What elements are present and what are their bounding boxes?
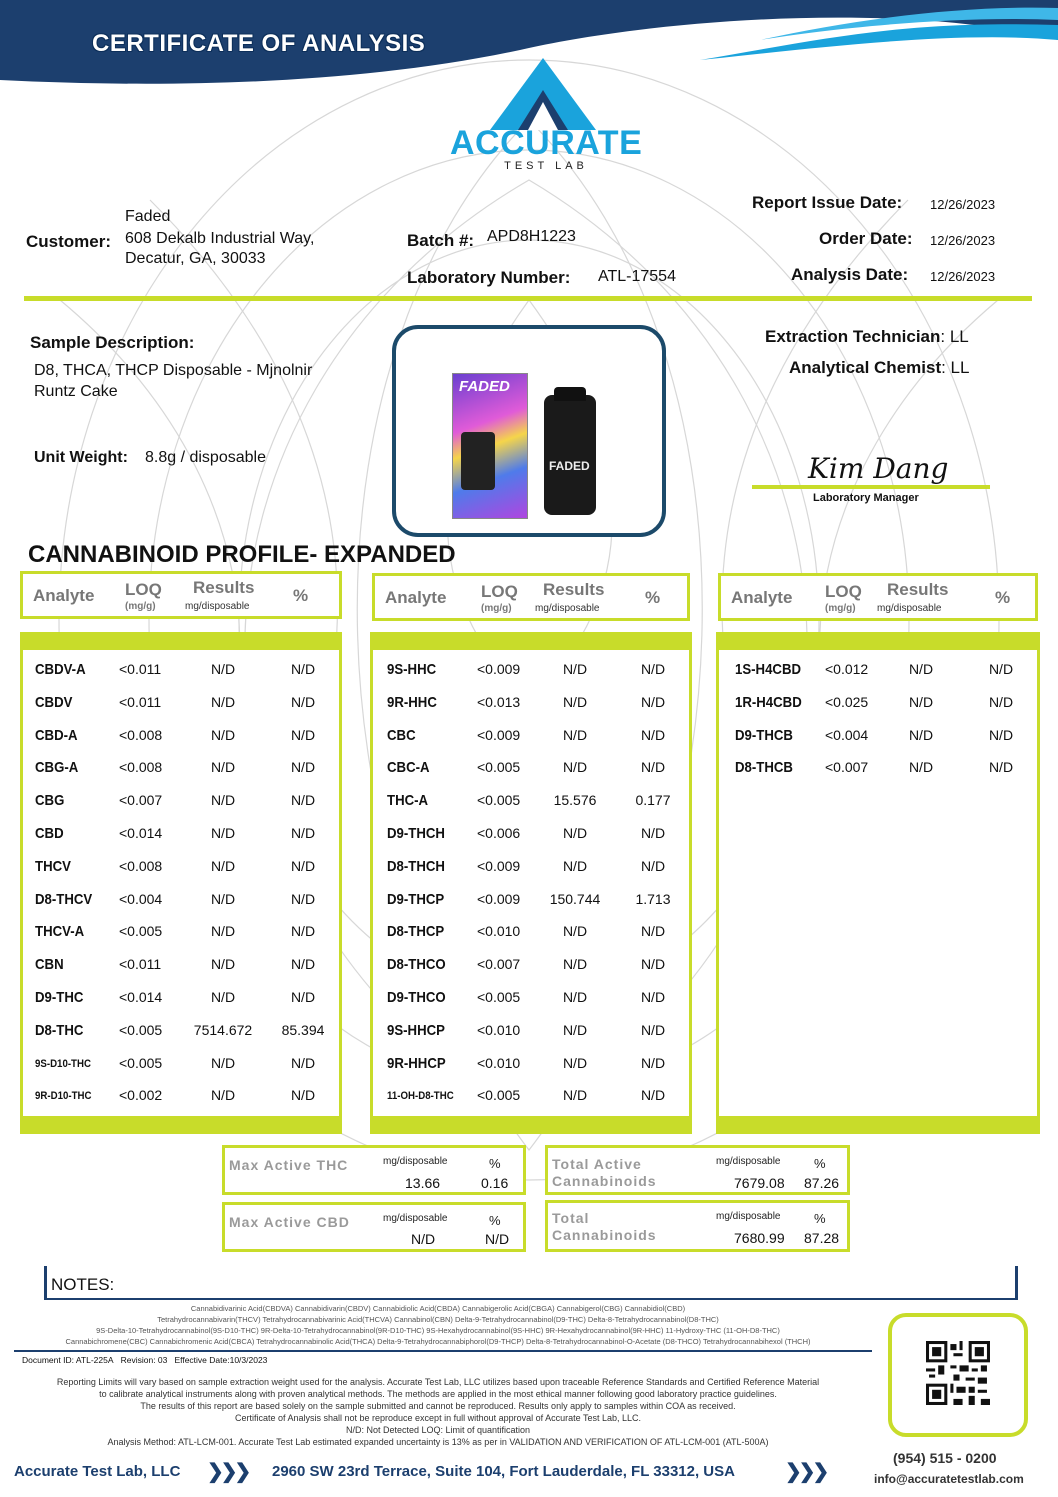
percent-value: N/D <box>290 759 316 776</box>
result-value: N/D <box>210 759 236 776</box>
loq-value: <0.007 <box>477 956 521 973</box>
result-value: N/D <box>562 857 588 874</box>
result-value: N/D <box>210 956 236 973</box>
analyte-name: THCV <box>35 857 71 875</box>
analyte-name: 1R-H4CBD <box>735 693 802 711</box>
analyte-name: D8-THCB <box>735 759 793 777</box>
customer-address-line1: 608 Dekalb Industrial Way, <box>125 230 315 247</box>
percent-header: % <box>293 586 309 605</box>
results-header: Results <box>887 580 949 599</box>
table-row <box>23 858 339 891</box>
cannabinoid-profile-title: CANNABINOID PROFILE- EXPANDED <box>28 541 456 568</box>
loq-value: <0.008 <box>119 759 163 776</box>
result-value: N/D <box>210 825 236 841</box>
table-row <box>373 759 689 792</box>
result-value: N/D <box>210 890 236 907</box>
percent-value: N/D <box>290 726 316 743</box>
table-row <box>23 891 339 924</box>
result-value: N/D <box>210 792 236 809</box>
loq-value: <0.011 <box>119 661 162 677</box>
percent-value: N/D <box>290 661 316 677</box>
notes-line2: Tetrahydrocannabivarin(THCV) Tetrahydrocannabivarinic Acid(THCVA) Cannabinol(CBN) Delta-9-Tetrahydrocannabinol(D9-THC) Delta-8-Tetrahydrocannabinol(D8-THC) <box>157 1315 719 1324</box>
analyte-name: D9-THCP <box>387 890 445 908</box>
total-mg: 7680.99 <box>734 1230 785 1246</box>
loq-value: <0.005 <box>477 759 521 776</box>
result-value: N/D <box>562 989 588 1005</box>
unit-header: mg/disposable <box>383 1156 448 1167</box>
table-top-band <box>719 632 1037 650</box>
loq-value: <0.011 <box>119 956 162 973</box>
table1-header <box>20 571 342 619</box>
table-row <box>373 1022 689 1055</box>
product-box-image <box>452 373 528 519</box>
result-value: N/D <box>562 825 588 841</box>
table-row <box>373 923 689 956</box>
logo-triangle-icon <box>488 56 598 132</box>
device-label: FADED <box>549 459 590 473</box>
table-row <box>23 792 339 825</box>
loq-value: <0.005 <box>477 792 521 809</box>
loq-unit-header: (mg/g) <box>481 603 512 614</box>
results-unit-header: mg/disposable <box>185 601 250 612</box>
table-row <box>373 1087 689 1120</box>
analyte-name: CBC-A <box>387 759 430 777</box>
lab-number-label: Laboratory Number: <box>407 268 571 287</box>
max-active-cbd-box <box>222 1202 526 1252</box>
loq-value: <0.004 <box>825 726 869 743</box>
loq-value: <0.005 <box>477 1087 521 1104</box>
percent-value: N/D <box>988 693 1014 710</box>
max-active-cbd-label: Max Active CBD <box>229 1214 350 1230</box>
percent-value: N/D <box>290 792 316 809</box>
loq-value: <0.008 <box>119 857 163 874</box>
loq-value: <0.009 <box>477 661 521 677</box>
analyte-name: D8-THC <box>35 1021 84 1039</box>
disclaimer-line2: to calibrate analytical instruments along with proven analytical methods. The methods are applied in the most ethical manner following good laboratory practice guidelines. <box>99 1389 777 1399</box>
analyte-name: D9-THCH <box>387 825 445 842</box>
analytical-chemist-label: Analytical Chemist <box>789 358 942 377</box>
table-bottom-band <box>719 1116 1037 1134</box>
loq-value: <0.009 <box>477 857 521 874</box>
percent-value: N/D <box>290 989 316 1005</box>
loq-value: <0.009 <box>477 726 521 743</box>
analyte-name: CBD-A <box>35 726 78 744</box>
percent-value: N/D <box>640 693 666 710</box>
table-row <box>23 661 339 694</box>
sample-photo-frame <box>392 325 666 537</box>
loq-value: <0.008 <box>119 726 163 743</box>
percent-header: % <box>995 588 1011 607</box>
analyte-name: D9-THCO <box>387 989 446 1006</box>
table-row <box>373 661 689 694</box>
result-value: N/D <box>210 1054 236 1071</box>
loq-unit-header: (mg/g) <box>125 601 156 612</box>
result-value: N/D <box>562 726 588 743</box>
customer-address-line2: Decatur, GA, 30033 <box>125 250 266 267</box>
percent-value: N/D <box>290 1054 316 1071</box>
loq-header: LOQ <box>125 580 162 599</box>
analyte-name: CBG-A <box>35 759 79 777</box>
loq-value: <0.007 <box>119 792 163 809</box>
analyte-name: D9-THC <box>35 989 84 1006</box>
analyte-name: CBD <box>35 825 64 842</box>
order-date-value: 12/26/2023 <box>930 233 996 248</box>
table-row <box>23 956 339 989</box>
certificate-title: CERTIFICATE OF ANALYSIS <box>92 30 426 57</box>
max-active-thc-label: Max Active THC <box>229 1157 349 1173</box>
analyte-name: CBN <box>35 956 64 974</box>
result-value: N/D <box>210 661 236 677</box>
results-unit-header: mg/disposable <box>877 603 942 614</box>
footer-company: Accurate Test Lab, LLC <box>14 1463 181 1480</box>
result-value: N/D <box>908 661 934 677</box>
percent-value: N/D <box>290 825 316 841</box>
table-top-band <box>373 632 689 650</box>
result-value: N/D <box>210 693 236 710</box>
table-row <box>373 727 689 760</box>
batch-label: Batch #: <box>407 231 475 250</box>
notes-line4: Cannabichromene(CBC) Cannabichromenic Acid(CBCA) Tetrahydrocannabinolic Acid(THCA) Delta-9-Tetrahydrocannabiphorol(D9-THCP) Delta-8-Tetrahydrocannabinol-O-Acetate (D8-THCO) Tetrahydrocannabihexol (THCH) <box>65 1337 811 1346</box>
document-id: Document ID: ATL-225A <box>22 1355 114 1365</box>
sample-description-line1: D8, THCA, THCP Disposable - Mjnolnir <box>34 362 313 379</box>
analyte-name: D8-THCH <box>387 857 445 875</box>
batch-value: APD8H1223 <box>487 228 576 245</box>
analyte-name: CBDV-A <box>35 661 86 678</box>
analyte-name: 9R-HHC <box>387 693 437 711</box>
device-mouthpiece <box>554 387 586 401</box>
analyte-name: D8-THCP <box>387 923 445 941</box>
customer-label: Customer: <box>26 232 112 251</box>
total-active-pct: 87.26 <box>804 1175 840 1191</box>
unit-weight-label: Unit Weight: <box>34 449 128 466</box>
customer-name: Faded <box>125 208 171 225</box>
disclaimer-line4: Certificate of Analysis shall not be reproduce except in full without approval of Accurate Test Lab, LLC. <box>234 1413 642 1423</box>
percent-value: N/D <box>640 857 666 874</box>
result-value: N/D <box>908 726 934 743</box>
percent-value: 1.713 <box>635 890 671 907</box>
table-row <box>373 858 689 891</box>
analyte-name: 9S-D10-THC <box>35 1057 91 1070</box>
disposable-device-image <box>544 395 596 515</box>
table-row <box>373 956 689 989</box>
percent-value: N/D <box>640 1021 666 1038</box>
percent-value: N/D <box>640 1087 666 1104</box>
analytical-chemist <box>789 358 969 378</box>
analyte-name: D8-THCV <box>35 890 93 908</box>
result-value: N/D <box>562 923 588 940</box>
total-pct: 87.28 <box>804 1230 840 1246</box>
unit-header: mg/disposable <box>716 1156 781 1167</box>
disclaimer-line5: N/D: Not Detected LOQ: Limit of quantification <box>345 1425 531 1435</box>
result-value: N/D <box>562 1021 588 1038</box>
result-value: N/D <box>562 956 588 973</box>
notes-box <box>44 1266 1018 1300</box>
qr-code-icon <box>926 1341 990 1405</box>
percent-value: N/D <box>640 661 666 677</box>
extraction-technician-label: Extraction Technician <box>765 327 941 346</box>
result-value: N/D <box>210 726 236 743</box>
table-row <box>23 989 339 1022</box>
qr-code-frame <box>888 1313 1028 1437</box>
product-box-device <box>461 432 495 490</box>
logo-subtitle: TEST LAB <box>504 160 588 172</box>
percent-value: N/D <box>640 726 666 743</box>
table-row <box>23 1087 339 1120</box>
analyte-name: CBG <box>35 792 65 810</box>
total-active-label-line2: Cannabinoids <box>552 1173 657 1189</box>
percent-header: % <box>489 1156 501 1171</box>
percent-value: N/D <box>290 693 316 710</box>
sample-description-label: Sample Description: <box>30 333 195 352</box>
max-active-thc-box <box>222 1145 526 1195</box>
result-value: N/D <box>908 759 934 776</box>
analyte-name: 1S-H4CBD <box>735 661 802 678</box>
total-active-label-line1: Total Active <box>552 1156 642 1172</box>
total-active-cannabinoids-box <box>545 1145 850 1195</box>
loq-value: <0.014 <box>119 825 163 841</box>
report-date-value: 12/26/2023 <box>930 197 996 212</box>
report-date-label: Report Issue Date: <box>752 193 903 212</box>
analyte-name: D9-THCB <box>735 726 793 744</box>
product-box-label: FADED <box>459 378 510 395</box>
table-row <box>719 727 1037 760</box>
notes-label: NOTES: <box>51 1275 115 1294</box>
loq-value: <0.010 <box>477 923 521 940</box>
results-unit-header: mg/disposable <box>535 603 600 614</box>
table-row <box>23 1022 339 1055</box>
unit-header: mg/disposable <box>383 1213 448 1224</box>
percent-value: N/D <box>640 989 666 1005</box>
result-value: N/D <box>210 989 236 1005</box>
doc-divider <box>14 1350 872 1352</box>
disclaimer-line3: The results of this report are based solely on the sample submitted and cannot be reproduced. Results only apply to samples within COA as received. <box>140 1401 736 1411</box>
result-value: 7514.672 <box>193 1021 253 1038</box>
result-value: N/D <box>562 1054 588 1071</box>
result-value: N/D <box>210 923 236 940</box>
max-active-cbd-pct: N/D <box>485 1231 510 1247</box>
loq-value: <0.004 <box>119 890 163 907</box>
loq-value: <0.013 <box>477 693 521 710</box>
header-divider <box>24 296 1032 301</box>
results-header: Results <box>543 580 605 599</box>
document-info <box>22 1355 267 1365</box>
loq-unit-header: (mg/g) <box>825 603 856 614</box>
total-label-line2: Cannabinoids <box>552 1227 657 1243</box>
percent-value: N/D <box>988 726 1014 743</box>
loq-value: <0.007 <box>825 759 869 776</box>
cannabinoid-table-2 <box>370 632 692 1134</box>
result-value: N/D <box>562 693 588 710</box>
total-active-mg: 7679.08 <box>734 1175 785 1191</box>
percent-value: N/D <box>988 661 1014 677</box>
loq-header: LOQ <box>481 582 518 601</box>
table-row <box>373 694 689 727</box>
analyte-name: 9R-D10-THC <box>35 1090 92 1103</box>
table-top-band <box>23 632 339 650</box>
analyte-name: D8-THCO <box>387 956 446 974</box>
analyte-name: 9S-HHCP <box>387 1021 445 1039</box>
table-row <box>719 759 1037 792</box>
document-revision: Revision: 03 <box>120 1355 168 1365</box>
notes-line1: Cannabidivarinic Acid(CBDVA) Cannabidivarin(CBDV) Cannabidiolic Acid(CBDA) Cannabigerolic Acid(CBGA) Cannabigerol(CBG) Cannabidiol(CBD) <box>190 1304 686 1313</box>
analyte-name: 9R-HHCP <box>387 1054 446 1072</box>
loq-value: <0.025 <box>825 693 869 710</box>
percent-value: N/D <box>290 857 316 874</box>
logo-name: ACCURATE <box>450 124 643 162</box>
footer-phone: (954) 515 - 0200 <box>893 1450 997 1466</box>
max-active-thc-pct: 0.16 <box>481 1175 509 1191</box>
analytical-chemist-value: : LL <box>941 358 970 377</box>
table3-header <box>718 573 1038 621</box>
analysis-date-value: 12/26/2023 <box>930 269 996 284</box>
table-row <box>719 661 1037 694</box>
table-row <box>23 694 339 727</box>
unit-header: mg/disposable <box>716 1211 781 1222</box>
table2-header <box>372 573 690 621</box>
total-label-line1: Total <box>552 1210 590 1226</box>
table-row <box>719 694 1037 727</box>
analyte-header: Analyte <box>33 586 95 605</box>
disclaimer-line1: Reporting Limits will vary based on sample extraction weight used for the analysis. Accurate Test Lab, LLC utilizes based upon traceable Reference Standards and Certified Reference Material <box>56 1377 820 1387</box>
table-row <box>23 1055 339 1088</box>
result-value: 150.744 <box>549 890 601 907</box>
result-value: N/D <box>562 759 588 776</box>
loq-value: <0.010 <box>477 1021 521 1038</box>
loq-header: LOQ <box>825 582 862 601</box>
cannabinoid-table-3 <box>716 632 1040 1134</box>
loq-value: <0.009 <box>477 890 521 907</box>
signature: Kim Dang <box>808 452 949 485</box>
cannabinoid-table-1 <box>20 632 342 1134</box>
result-value: N/D <box>210 857 236 874</box>
percent-value: N/D <box>290 923 316 940</box>
table-row <box>23 825 339 858</box>
table-row <box>373 1055 689 1088</box>
percent-value: N/D <box>290 956 316 973</box>
extraction-technician <box>765 327 969 347</box>
table-row <box>23 727 339 760</box>
loq-value: <0.006 <box>477 825 521 841</box>
table-row <box>373 891 689 924</box>
result-value: N/D <box>210 1087 236 1104</box>
table-row <box>373 792 689 825</box>
loq-value: <0.014 <box>119 989 163 1005</box>
footer-address: 2960 SW 23rd Terrace, Suite 104, Fort Lauderdale, FL 33312, USA <box>272 1463 735 1480</box>
results-header: Results <box>193 578 255 597</box>
percent-value: N/D <box>640 759 666 776</box>
signature-line <box>752 485 990 489</box>
analyte-name: THCV-A <box>35 923 85 941</box>
table-row <box>23 923 339 956</box>
loq-value: <0.005 <box>119 1054 163 1071</box>
analyte-name: 11-OH-D8-THC <box>387 1090 454 1103</box>
percent-value: 0.177 <box>635 792 671 809</box>
sample-description-line2: Runtz Cake <box>34 383 118 400</box>
laboratory-manager-label: Laboratory Manager <box>813 492 919 504</box>
percent-value: N/D <box>640 825 666 841</box>
result-value: 15.576 <box>553 792 597 809</box>
result-value: N/D <box>908 693 934 710</box>
analyte-name: 9S-HHC <box>387 661 437 678</box>
loq-value: <0.005 <box>477 989 521 1005</box>
loq-value: <0.002 <box>119 1087 163 1104</box>
footer-arrows-2-icon: ❯❯❯ <box>785 1461 827 1483</box>
analyte-header: Analyte <box>731 588 793 607</box>
percent-value: 85.394 <box>281 1021 325 1038</box>
analyte-name: CBC <box>387 726 416 744</box>
document-effective-date: Effective Date:10/3/2023 <box>174 1355 268 1365</box>
notes-line3: 9S-Delta-10-Tetrahydrocannabinol(9S-D10-THC) 9R-Delta-10-Tetrahydrocannabinol(9R-D10-THC) 9S-Hexahydrocannabinol(9S-HHC) 9R-Hexahydrocannabinol(9R-HHC) 11-Hydroxy-THC (11-OH-D8-THC) <box>96 1326 780 1335</box>
analyte-header: Analyte <box>385 588 447 607</box>
percent-value: N/D <box>290 890 316 907</box>
footer-arrows-1-icon: ❯❯❯ <box>207 1461 249 1483</box>
unit-weight-value: 8.8g / disposable <box>145 449 266 466</box>
loq-value: <0.012 <box>825 661 869 677</box>
loq-value: <0.005 <box>119 923 163 940</box>
lab-number-value: ATL-17554 <box>598 268 676 285</box>
percent-value: N/D <box>640 956 666 973</box>
disclaimer-line6: Analysis Method: ATL-LCM-001. Accurate Test Lab estimated expanded uncertainty is 13% as per in VALIDATION AND VERIFICATION OF ATL-LCM-001 (ATL-500A) <box>107 1437 769 1447</box>
analyte-name: THC-A <box>387 792 429 810</box>
table-row <box>373 989 689 1022</box>
percent-value: N/D <box>290 1087 316 1104</box>
table-row <box>373 825 689 858</box>
loq-value: <0.011 <box>119 693 162 710</box>
loq-value: <0.010 <box>477 1054 521 1071</box>
max-active-cbd-mg: N/D <box>411 1231 436 1247</box>
percent-header: % <box>645 588 661 607</box>
extraction-technician-value: : LL <box>940 327 969 346</box>
percent-header: % <box>489 1213 501 1228</box>
percent-value: N/D <box>988 759 1014 776</box>
table-row <box>23 759 339 792</box>
order-date-label: Order Date: <box>819 229 913 248</box>
result-value: N/D <box>562 661 588 677</box>
percent-value: N/D <box>640 1054 666 1071</box>
total-cannabinoids-box <box>545 1200 850 1252</box>
loq-value: <0.005 <box>119 1021 163 1038</box>
footer-email: info@accuratetestlab.com <box>874 1472 1024 1486</box>
result-value: N/D <box>562 1087 588 1104</box>
analysis-date-label: Analysis Date: <box>791 265 909 284</box>
analyte-name: CBDV <box>35 693 73 711</box>
percent-header: % <box>814 1211 826 1226</box>
percent-value: N/D <box>640 923 666 940</box>
percent-header: % <box>814 1156 826 1171</box>
max-active-thc-mg: 13.66 <box>405 1175 441 1191</box>
